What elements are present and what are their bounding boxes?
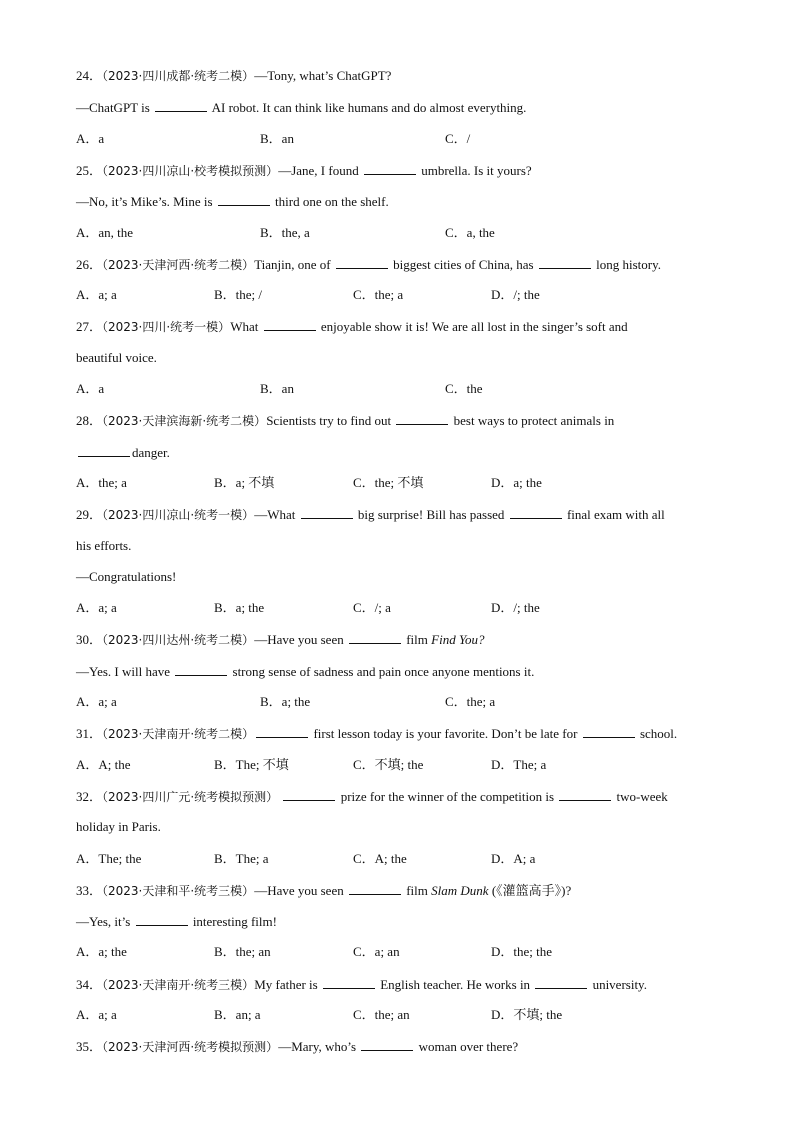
- option-a[interactable]: A．a: [76, 381, 105, 396]
- question-text: —No, it’s Mike’s. Mine is: [76, 194, 216, 210]
- option-b[interactable]: B．a; the: [214, 600, 265, 616]
- question-line: [76, 162, 726, 179]
- question-text: long history.: [592, 256, 661, 272]
- question-line: [76, 99, 726, 116]
- option-d[interactable]: D．/; the: [491, 287, 540, 303]
- question-text: film: [402, 882, 432, 898]
- question-text: best ways to protect animals in: [450, 413, 615, 429]
- question-text: —Jane, I found: [278, 162, 362, 178]
- answer-blank: [323, 976, 375, 989]
- answer-blank: [349, 631, 401, 644]
- question-line: [76, 725, 726, 742]
- option-b[interactable]: B．the; /: [214, 287, 263, 303]
- option-c[interactable]: C．the: [445, 381, 483, 396]
- option-d[interactable]: D．The; a: [491, 756, 547, 772]
- question-line: [76, 631, 726, 648]
- question-text: Tianjin, one of: [254, 256, 334, 272]
- question-text: woman over there?: [415, 1039, 519, 1055]
- option-b[interactable]: B．a; the: [260, 694, 311, 709]
- answer-blank: [136, 913, 188, 926]
- answer-options: [76, 225, 726, 241]
- answer-blank: [336, 256, 388, 269]
- question-number: 24．: [76, 68, 103, 83]
- question-text: film: [402, 632, 432, 648]
- question-line: [76, 318, 726, 335]
- question-text: first lesson today is your favorite. Don’t be late for: [310, 726, 581, 742]
- question-text: AI robot. It can think like humans and do almost everything.: [209, 100, 527, 116]
- option-a[interactable]: A．The; the: [76, 850, 142, 866]
- question-text: prize for the winner of the competition is: [337, 788, 558, 804]
- answer-blank: [218, 193, 270, 206]
- question-text: university.: [589, 976, 647, 992]
- question-text: Scientists try to find out: [266, 413, 395, 429]
- question-text: final exam with all: [563, 507, 665, 523]
- question-text: enjoyable show it is! We are all lost in the singer’s soft and: [317, 319, 628, 335]
- option-b[interactable]: B．the; an: [214, 944, 271, 960]
- question-source: （2023·天津河西·统考二模）: [102, 257, 255, 272]
- option-c[interactable]: C．a; an: [353, 944, 400, 960]
- answer-options: [76, 475, 726, 491]
- answer-blank: [264, 318, 316, 331]
- question-text: —What: [254, 507, 299, 523]
- question-text: What: [230, 319, 262, 335]
- question-text: —Congratulations!: [76, 568, 177, 584]
- question-number: 31．: [76, 726, 103, 742]
- question-text: umbrella. Is it yours?: [417, 162, 532, 178]
- question-text: [278, 789, 281, 804]
- answer-blank: [301, 506, 353, 519]
- question-number: 26．: [76, 256, 103, 272]
- question-line: [76, 663, 726, 680]
- option-b[interactable]: B．an: [260, 130, 294, 146]
- answer-options: [76, 287, 726, 303]
- option-a[interactable]: A．an, the: [76, 224, 134, 240]
- answer-options: [76, 944, 726, 960]
- option-a[interactable]: A．the; a: [76, 474, 127, 490]
- option-c[interactable]: C．the; an: [353, 1007, 410, 1022]
- question-text: interesting film!: [189, 914, 277, 930]
- answer-options: [76, 600, 726, 616]
- question-number: 25．: [76, 162, 103, 178]
- question-line: [76, 569, 726, 585]
- option-a[interactable]: A．a; a: [76, 287, 117, 303]
- option-b[interactable]: B．an: [260, 381, 294, 396]
- option-a[interactable]: A．a; the: [76, 944, 127, 960]
- option-d[interactable]: D．不填; the: [491, 1007, 563, 1022]
- option-a[interactable]: A．a; a: [76, 600, 117, 616]
- question-source: （2023·天津南开·统考三模）: [102, 977, 255, 992]
- question-line: [76, 1038, 726, 1055]
- question-text: strong sense of sadness and pain once anyone mentions it.: [229, 663, 535, 679]
- question-text: holiday in Paris.: [76, 819, 161, 835]
- option-b[interactable]: B．the, a: [260, 224, 310, 240]
- question-line: [76, 976, 726, 993]
- question-source: （2023·天津河西·统考模拟预测）: [102, 1040, 279, 1055]
- question-line: [76, 350, 726, 366]
- option-c[interactable]: C．the; 不填: [353, 474, 424, 490]
- question-text: —Yes. I will have: [76, 663, 174, 679]
- option-c[interactable]: C．A; the: [353, 850, 407, 866]
- answer-blank: [535, 976, 587, 989]
- question-number: 35．: [76, 1039, 103, 1055]
- option-a[interactable]: A．a; a: [76, 1007, 117, 1022]
- option-d[interactable]: D．/; the: [491, 600, 540, 616]
- question-text: big surprise! Bill has passed: [354, 507, 508, 523]
- question-number: 27．: [76, 319, 103, 335]
- option-b[interactable]: B．The; a: [214, 850, 269, 866]
- option-b[interactable]: B．The; 不填: [214, 756, 289, 772]
- question-number: 29．: [76, 507, 103, 523]
- question-number: 30．: [76, 632, 103, 648]
- answer-options: [76, 1007, 726, 1023]
- option-c[interactable]: C．the; a: [445, 694, 496, 709]
- answer-blank: [175, 663, 227, 676]
- question-source: （2023·天津南开·统考二模）: [102, 727, 255, 742]
- question-source: （2023·天津和平·统考三模）: [102, 883, 255, 898]
- option-a[interactable]: A．a: [76, 130, 105, 146]
- question-source: （2023·四川凉山·校考模拟预测）: [102, 163, 279, 178]
- question-text: —Yes, it’s: [76, 914, 134, 930]
- answer-blank: [364, 162, 416, 175]
- question-text: his efforts.: [76, 537, 132, 553]
- question-line: [76, 506, 726, 523]
- title-text: Find You?: [431, 632, 485, 648]
- question-text: third one on the shelf.: [271, 194, 389, 210]
- answer-blank: [559, 788, 611, 801]
- question-line: [76, 256, 726, 273]
- answer-blank: [349, 882, 401, 895]
- answer-options: [76, 757, 726, 773]
- question-number: 33．: [76, 882, 103, 898]
- option-a[interactable]: A．a; a: [76, 694, 117, 709]
- question-source: （2023·四川广元·统考模拟预测）: [102, 789, 279, 804]
- question-source: （2023·四川凉山·统考一模）: [102, 508, 255, 523]
- question-source: （2023·四川·统考一模）: [102, 320, 231, 335]
- option-c[interactable]: C．不填; the: [353, 756, 424, 772]
- question-text: —Have you seen: [254, 632, 347, 648]
- question-text: —Tony, what’s ChatGPT?: [254, 68, 392, 83]
- answer-blank: [283, 788, 335, 801]
- answer-blank: [539, 256, 591, 269]
- option-c[interactable]: C．/: [445, 130, 471, 146]
- option-c[interactable]: C．a, the: [445, 224, 495, 240]
- answer-blank: [361, 1038, 413, 1051]
- question-text: school.: [636, 726, 678, 742]
- question-text: My father is: [254, 976, 321, 992]
- question-number: 28．: [76, 413, 103, 429]
- question-text: —Have you seen: [254, 882, 347, 898]
- answer-blank: [256, 725, 308, 738]
- question-line: [76, 819, 726, 835]
- answer-blank: [396, 412, 448, 425]
- option-b[interactable]: B．a; 不填: [214, 474, 275, 490]
- option-d[interactable]: D．the; the: [491, 944, 553, 960]
- question-text: two-week: [613, 788, 668, 804]
- question-text: English teacher. He works in: [376, 976, 534, 992]
- question-line: [76, 538, 726, 554]
- question-line: [76, 193, 726, 210]
- option-c[interactable]: C．the; a: [353, 287, 404, 303]
- answer-blank: [78, 444, 130, 457]
- question-text: danger.: [132, 444, 170, 460]
- answer-options: [76, 131, 726, 147]
- question-line: [76, 444, 726, 461]
- option-b[interactable]: B．an; a: [214, 1007, 261, 1022]
- question-source: （2023·天津滨海新·统考二模）: [102, 414, 267, 429]
- answer-options: [76, 851, 726, 867]
- answer-blank: [155, 99, 207, 112]
- question-number: 32．: [76, 788, 103, 804]
- question-text: (《灌篮高手》)?: [488, 882, 572, 898]
- option-d[interactable]: D．a; the: [491, 474, 542, 490]
- question-number: 34．: [76, 976, 103, 992]
- question-line: [76, 882, 726, 899]
- answer-blank: [583, 725, 635, 738]
- question-source: （2023·四川达州·统考二模）: [102, 633, 255, 648]
- question-line: [76, 68, 726, 84]
- answer-blank: [510, 506, 562, 519]
- question-source: （2023·四川成都·统考二模）: [102, 69, 255, 83]
- question-text: —ChatGPT is: [76, 100, 154, 116]
- title-text: Slam Dunk: [431, 882, 489, 898]
- question-line: [76, 788, 726, 805]
- question-text: —Mary, who’s: [278, 1039, 360, 1055]
- option-a[interactable]: A．A; the: [76, 756, 131, 772]
- option-d[interactable]: D．A; a: [491, 850, 536, 866]
- question-line: [76, 913, 726, 930]
- answer-options: [76, 694, 726, 710]
- question-text: beautiful voice.: [76, 349, 157, 365]
- question-text: biggest cities of China, has: [389, 256, 537, 272]
- answer-options: [76, 381, 726, 397]
- option-c[interactable]: C．/; a: [353, 600, 391, 616]
- question-line: [76, 412, 726, 429]
